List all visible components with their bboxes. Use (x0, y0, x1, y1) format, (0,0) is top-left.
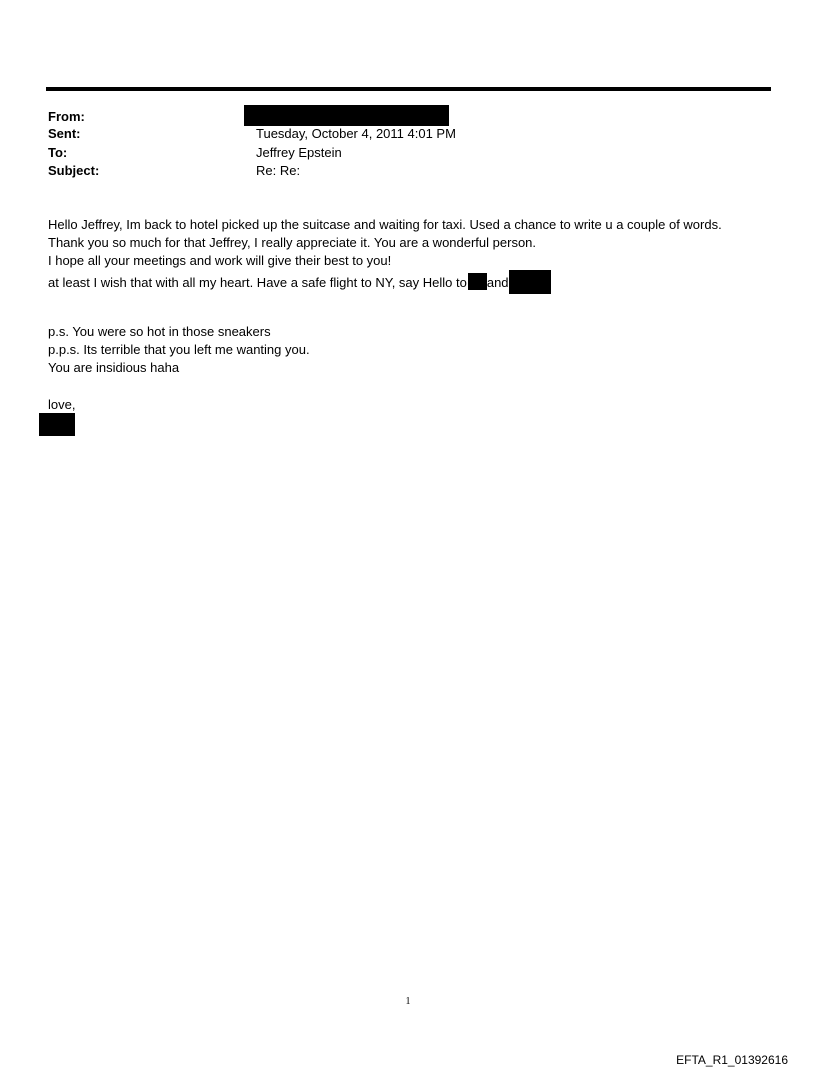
bates-number: EFTA_R1_01392616 (676, 1053, 788, 1067)
body-line-2: Thank you so much for that Jeffrey, I really appreciate it. You are a wonderful person. (48, 235, 537, 250)
sent-value: Tuesday, October 4, 2011 4:01 PM (256, 126, 456, 141)
ps-line-3: You are insidious haha (48, 360, 180, 375)
sent-label: Sent: (48, 126, 81, 141)
header-rule (46, 87, 771, 91)
to-label: To: (48, 145, 68, 160)
body-line-4 (48, 270, 551, 294)
subject-label: Subject: (48, 163, 100, 178)
to-value: Jeffrey Epstein (256, 145, 342, 160)
subject-value: Re: Re: (256, 163, 301, 178)
name-redaction-1 (468, 273, 487, 290)
ps-line-2: p.p.s. Its terrible that you left me wanting you. (48, 342, 310, 357)
body-line-4-text: at least I wish that with all my heart. Have a safe flight to NY, say Hello to (48, 275, 467, 290)
name-redaction-2 (509, 270, 551, 294)
from-label: From: (48, 109, 85, 124)
body-line-4-and: and (486, 275, 509, 290)
ps-line-1: p.s. You were so hot in those sneakers (48, 324, 271, 339)
body-line-3: I hope all your meetings and work will give their best to you! (48, 253, 392, 268)
from-redaction (244, 105, 449, 126)
body-line-1: Hello Jeffrey, Im back to hotel picked up the suitcase and waiting for taxi. Used a chance to write u a couple of words. (48, 217, 722, 232)
signoff: love, (48, 397, 76, 412)
page-number: 1 (405, 996, 411, 1007)
signature-redaction (39, 413, 75, 436)
